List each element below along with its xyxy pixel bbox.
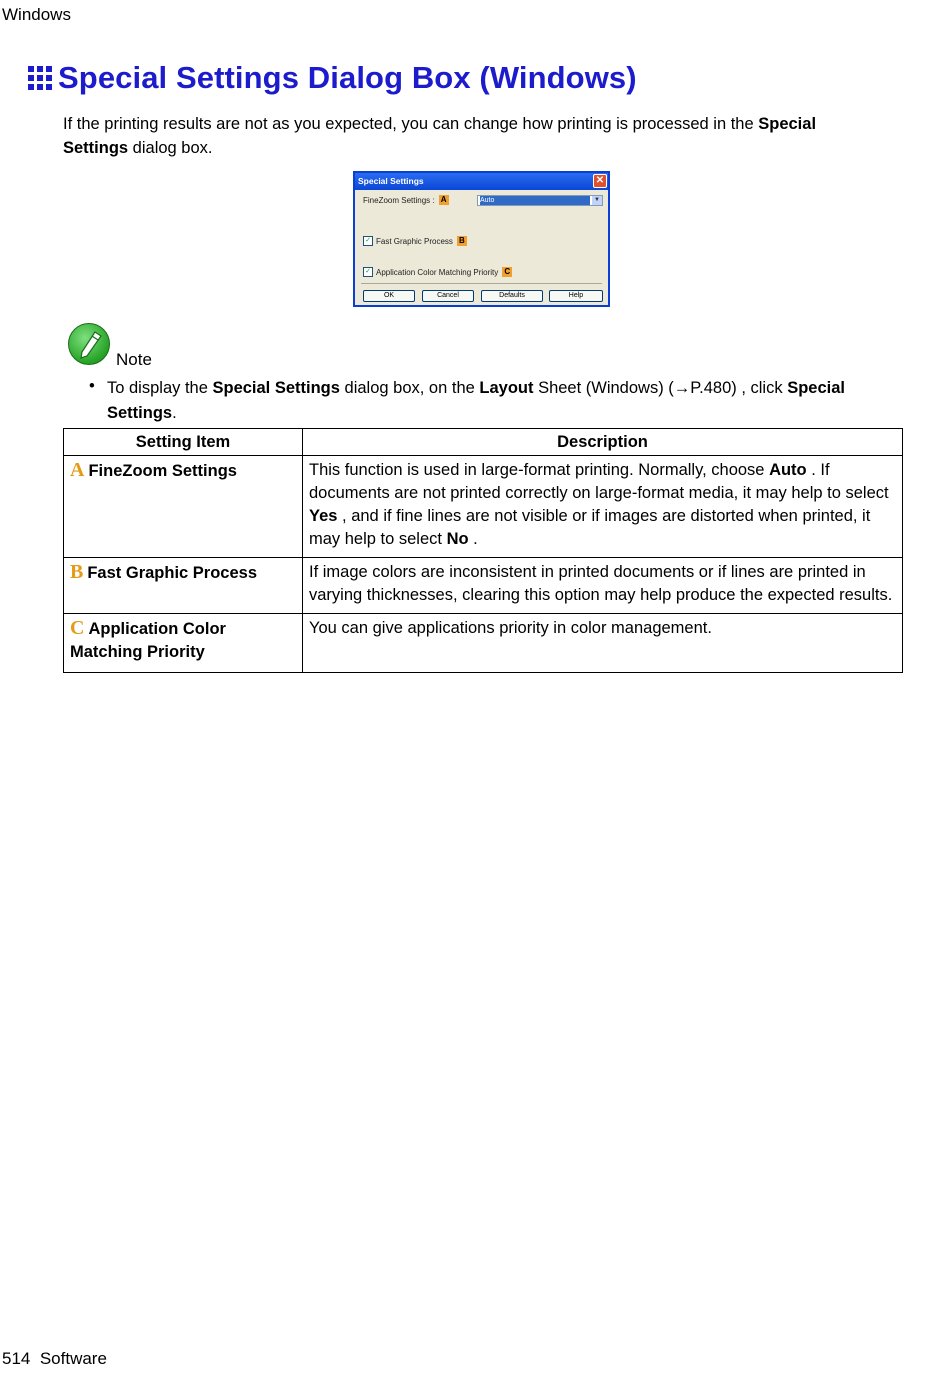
badge-c: C bbox=[502, 267, 512, 277]
fast-graphic-row bbox=[363, 236, 467, 246]
help-button: Help bbox=[549, 290, 603, 302]
intro-text-2: dialog box. bbox=[128, 139, 213, 157]
desc-text: . If documents are not printed correctly on large-format media, it may help to select bbox=[309, 461, 889, 502]
table-header-row bbox=[64, 429, 903, 456]
desc-bold: Auto bbox=[769, 461, 807, 479]
finezoom-label: FineZoom Settings : bbox=[363, 195, 435, 205]
cancel-button: Cancel bbox=[422, 290, 474, 302]
close-icon: ✕ bbox=[593, 174, 607, 188]
intro-text-1: If the printing results are not as you expected, you can change how printing is processed in the bbox=[63, 115, 759, 133]
table-row bbox=[64, 614, 903, 673]
note-text-2: dialog box, on the bbox=[339, 379, 480, 397]
desc-text: , and if fine lines are not visible or if images are distorted when printed, it may help to select bbox=[309, 507, 871, 548]
dialog-title: Special Settings bbox=[358, 176, 424, 186]
app-color-row bbox=[363, 267, 512, 277]
finezoom-row bbox=[363, 195, 449, 205]
setting-item-cell bbox=[64, 558, 303, 614]
finezoom-value: Auto bbox=[480, 196, 590, 205]
description-cell bbox=[303, 558, 903, 614]
section-grid-icon bbox=[28, 66, 52, 90]
ok-button: OK bbox=[363, 290, 415, 302]
table-row bbox=[64, 558, 903, 614]
note-text-4: . bbox=[172, 404, 177, 422]
desc-text: This function is used in large-format printing. Normally, choose bbox=[309, 461, 770, 479]
page-footer bbox=[2, 1349, 107, 1369]
note-bold-1: Special Settings bbox=[212, 379, 340, 397]
item-letter: B bbox=[70, 561, 84, 583]
fast-graphic-label: Fast Graphic Process bbox=[376, 236, 453, 246]
desc-text: If image colors are inconsistent in printed documents or if lines are printed in varying thicknesses, clearing this option may help produce the expected results. bbox=[309, 563, 893, 604]
desc-bold: Yes bbox=[309, 507, 338, 525]
desc-bold: No bbox=[446, 530, 469, 548]
note-bold-2: Layout bbox=[479, 379, 534, 397]
dialog-screenshot bbox=[353, 171, 610, 307]
desc-text: . bbox=[468, 530, 478, 548]
note-text-1: To display the bbox=[107, 379, 213, 397]
item-letter: A bbox=[70, 459, 85, 481]
header-setting-item: Setting Item bbox=[64, 429, 303, 456]
chevron-down-icon: ▼ bbox=[592, 196, 602, 205]
note-text bbox=[107, 376, 907, 426]
header-description: Description bbox=[303, 429, 903, 456]
running-head: Windows bbox=[2, 5, 71, 24]
note-pencil-icon bbox=[68, 323, 110, 365]
desc-text: You can give applications priority in color management. bbox=[309, 619, 712, 637]
description-cell bbox=[303, 456, 903, 558]
page-number: 514 bbox=[2, 1349, 31, 1368]
badge-a: A bbox=[439, 195, 449, 205]
checkbox-checked-icon: ✓ bbox=[363, 236, 373, 246]
item-name: Fast Graphic Process bbox=[87, 564, 258, 582]
note-label: Note bbox=[116, 350, 152, 369]
bullet-icon: • bbox=[89, 377, 95, 395]
defaults-button: Defaults bbox=[481, 290, 543, 302]
finezoom-select bbox=[477, 195, 603, 206]
page-title-text: Special Settings Dialog Box (Windows) bbox=[58, 60, 637, 95]
settings-table bbox=[63, 428, 903, 673]
item-name: FineZoom Settings bbox=[88, 462, 237, 480]
intro-bold: Special Settings bbox=[63, 115, 817, 157]
description-cell bbox=[303, 614, 903, 673]
section-name: Software bbox=[39, 1349, 107, 1368]
dialog-titlebar bbox=[355, 173, 608, 190]
note-text-3: Sheet (Windows) (→P.480) , click bbox=[533, 379, 788, 397]
item-letter: C bbox=[70, 617, 85, 639]
note-bold-3: Special Settings bbox=[107, 379, 845, 422]
page-title bbox=[28, 60, 637, 96]
dialog-divider bbox=[361, 283, 602, 284]
table-row bbox=[64, 456, 903, 558]
badge-b: B bbox=[457, 236, 467, 246]
item-name: Application Color Matching Priority bbox=[70, 620, 226, 661]
setting-item-cell bbox=[64, 456, 303, 558]
checkbox-checked-icon: ✓ bbox=[363, 267, 373, 277]
intro-paragraph bbox=[63, 112, 883, 160]
setting-item-cell bbox=[64, 614, 303, 673]
app-color-label: Application Color Matching Priority bbox=[376, 267, 499, 277]
